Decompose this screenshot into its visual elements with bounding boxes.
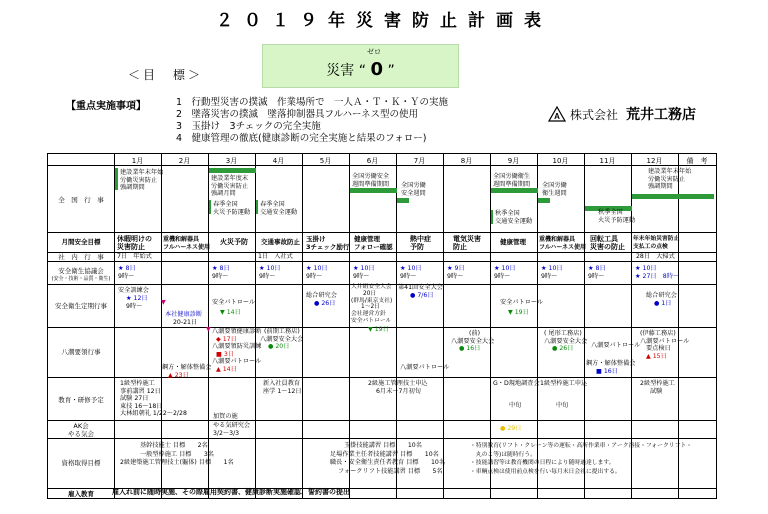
page-title: ２０１９年災害防止計画表 xyxy=(216,11,552,31)
patrol-jan-title: 安全訓練会 xyxy=(118,287,149,294)
council-date: ★ 10日 xyxy=(494,265,516,272)
council-time: 9時〜 xyxy=(306,273,323,280)
monthly-goal: 回転工具 災害の防止 xyxy=(590,235,625,251)
qualification-notes: ・特別教育(リフト・クレーン等の運転・高所作業車・アーク溶接・フォークリフト・ 丸のこ等)は随時行う。 ・技能講習等は教育機関の日程により随時通達します。 ・車輌点検は使用前点検を行い毎月末日会社に提出する。 xyxy=(470,443,692,475)
yashio-oct2: 鋼方・解体整備会 ■ 16日 xyxy=(586,360,636,375)
national-event-jul: 全国労働 安全週間 xyxy=(401,182,426,197)
period-bar xyxy=(350,188,397,193)
company-event-dec: 28日 大掃式 xyxy=(636,253,675,260)
monthly-goal: 火災予防 xyxy=(220,238,248,246)
council-time: 9時〜 xyxy=(259,273,276,280)
remarks-header: 備 考 xyxy=(686,157,708,165)
council-date-extra: ★ 27日 8時〜 xyxy=(635,273,680,280)
svg-text:A: A xyxy=(554,112,560,121)
ak-mar: やる気研究会 3/2〜3/3 xyxy=(213,422,251,437)
council-time: 9時〜 xyxy=(588,273,605,280)
target-ruby: ゼロ xyxy=(367,48,381,56)
council-time: 9時〜 xyxy=(447,273,464,280)
month-header: 10月 xyxy=(552,157,569,165)
council-date: ★ 10日 xyxy=(635,265,657,272)
key-measure-item: 2 墜落災害の撲滅 墜落抑制器具フルハーネス型の使用 xyxy=(176,109,419,120)
patrol-mar: 安全パトロール xyxy=(212,299,256,306)
period-bar xyxy=(115,168,118,190)
national-event-nov: 秋季全国 火災予防運動 xyxy=(598,209,636,224)
target-text xyxy=(263,59,458,80)
council-date: ★ 9日 xyxy=(447,265,465,272)
period-bar xyxy=(209,168,256,173)
target-label: ＜目 標＞ xyxy=(128,68,204,82)
monthly-goal: 熱中症 予防 xyxy=(410,235,431,251)
national-event-dec: 建設業年末年始 労働災害防止 強調期間 xyxy=(648,168,692,190)
ak-sep: ● 29日 xyxy=(500,425,522,432)
yashio-mar: 八潮要領健康診断 ◆ 17日 八潮要領防災訓練 ■ 3日 八潮要パトロール ▲ 14日 xyxy=(212,328,262,373)
period-bar xyxy=(256,200,258,214)
council-date: ★ 8日 xyxy=(118,265,136,272)
monthly-goal: 健康管理 xyxy=(500,238,526,246)
monthly-goal: 重機和解器具 フルハーネス使用 xyxy=(539,236,587,251)
key-measures-label: 【重点実施事項】 xyxy=(66,101,146,112)
education-apr: 新入社員教育 座学 1〜12日 xyxy=(263,380,302,395)
national-event-sep: 全国労働衛生 週間準備期間 xyxy=(493,173,531,188)
yashio-oct: ( 尾形工務店) 八潮要安全大会 ● 26日 xyxy=(544,330,588,352)
national-event-apr: 春季全国 交通安全運動 xyxy=(260,201,298,216)
month-header: 11月 xyxy=(599,157,616,165)
company-event-jan: 7日 年始式 xyxy=(117,253,152,260)
target-box xyxy=(262,44,459,88)
council-time: 9時〜 xyxy=(212,273,229,280)
month-header: 8月 xyxy=(460,157,473,165)
qualification-right: 玉掛技能講習 目標 10名 足場作業主任者技能講習 目標 10名 職長・安全衛生責任者教育 目標 10名 フォークリフト技能講習 目標 5名 xyxy=(330,442,446,475)
company-event-apr: 1日 入社式 xyxy=(258,253,293,260)
period-bar xyxy=(397,198,409,203)
month-header: 5月 xyxy=(319,157,332,165)
month-header: 4月 xyxy=(272,157,285,165)
yashio-aug: (前) 八潮要安全大会 ● 16日 xyxy=(451,330,495,352)
period-bar xyxy=(209,200,211,214)
education-oct: 1級型枠施工申込 中旬 xyxy=(540,380,588,409)
yashio-apr: (前期工務店) 八潮要安全大会 ● 20日 xyxy=(260,328,304,350)
patrol-feb-health-dates: 20-21日 xyxy=(173,319,198,326)
council-date: ★ 10日 xyxy=(259,265,281,272)
council-time: 9時〜 xyxy=(400,273,417,280)
education-nov: 2級型枠施工 試験 xyxy=(640,380,675,395)
target-open-quote: “ xyxy=(358,63,366,79)
monthly-goal: 健康管理 フォロー確認 xyxy=(354,235,393,251)
company-prefix: 株式会社 xyxy=(570,107,619,122)
month-header: 2月 xyxy=(178,157,191,165)
company-name: 荒井工務店 xyxy=(626,107,697,123)
patrol-jun-day: ▼ 19日 xyxy=(368,326,389,333)
council-date: ★ 10日 xyxy=(541,265,563,272)
month-header: 3月 xyxy=(225,157,238,165)
pink-marker-icon: ▼ xyxy=(206,326,211,333)
council-time: 9時〜 xyxy=(118,273,135,280)
patrol-dec-day: ● 1日 xyxy=(654,300,672,307)
target-value: 0 xyxy=(370,59,383,80)
yashio-dec: (伊藤工務店) 八潮要パトロール 要点検日 ▲ 15日 xyxy=(640,330,690,360)
monthly-goal: 年末年始災害防止 支払工の点検 xyxy=(633,236,680,250)
patrol-dec: 総合研究会 xyxy=(646,292,677,299)
council-date: ★ 10日 xyxy=(306,265,328,272)
education-jun: 2級施工管理技士申込 6月末〜7月初旬 xyxy=(368,380,428,395)
row-label-monthly-goal: 月間安全目標 xyxy=(61,238,101,246)
education-sep: G・D現地調査会 中旬 xyxy=(493,380,540,409)
period-bar xyxy=(491,188,538,193)
row-label-council: 安全衛生協議会 xyxy=(58,267,104,275)
monthly-goal: 電気災害 防止 xyxy=(453,235,481,251)
council-time: 9時〜 xyxy=(353,273,370,280)
yashio-feb: 鋼方・解体整備会 ▲ 23日 xyxy=(162,364,212,379)
patrol-may: 総合研究会 xyxy=(306,292,337,299)
council-time: 9時〜 xyxy=(541,273,558,280)
patrol-sep-day: ▼ 19日 xyxy=(508,309,529,316)
council-date: ★ 10日 xyxy=(400,265,422,272)
council-time: 9時〜 xyxy=(494,273,511,280)
key-measure-item: 3 玉掛け 3チェックの完全実施 xyxy=(176,121,321,132)
month-header: 7月 xyxy=(413,157,426,165)
monthly-goal: 交通事故防止 xyxy=(261,238,300,246)
period-bar xyxy=(491,210,493,224)
education-mar: 加賀の施 xyxy=(213,413,238,420)
target-close-quote: ” xyxy=(387,63,395,79)
monthly-goal: 休暇明けの 災害防止 xyxy=(117,235,152,251)
row-label-council-sub: (安全・技術・品質・衛生) xyxy=(51,276,111,282)
schedule-table xyxy=(47,153,717,499)
company xyxy=(548,104,696,124)
key-measure-item: 4 健康管理の徹底(健康診断の完全実施と結果のフォロー) xyxy=(176,133,427,144)
row-label-education: 教育・研修予定 xyxy=(58,396,104,404)
month-header: 9月 xyxy=(507,157,520,165)
national-event-jan: 建設業年末年始 労働災害防止 強調期間 xyxy=(120,169,164,191)
yashio-jul: 八潮要パトロール xyxy=(400,364,450,371)
national-event-sep2: 秋季全国 交通安全運動 xyxy=(495,210,533,225)
month-header: 12月 xyxy=(646,157,663,165)
key-measure-item: 1 行動型災害の撲滅 作業場所で 一人Ａ・Ｔ・Ｋ・Ｙの実施 xyxy=(176,97,449,108)
patrol-sep: 安全パトロール xyxy=(500,299,544,306)
row-label-ak: AK会 xyxy=(73,422,89,430)
qualification-left: 基幹技能士 目標 2名 一般型枠施工 目標 3名 2級建築施工管理技士(軀体) 目標 1名 xyxy=(120,442,234,466)
council-date: ★ 8日 xyxy=(588,265,606,272)
patrol-jun: 大井組安全大会 20日 (群馬/東京支社) 1〜2日 会社運営方針 安全パトロール xyxy=(351,284,393,324)
period-bar xyxy=(538,198,550,203)
row-label-national: 全 国 行 事 xyxy=(58,196,104,204)
national-event-oct: 全国労働 衛生週間 xyxy=(542,182,567,197)
patrol-jul-day: ● 7/6日 xyxy=(410,292,434,299)
patrol-may-day: ● 26日 xyxy=(314,300,336,307)
council-date: ★ 10日 xyxy=(353,265,375,272)
pink-marker-icon: ▼ xyxy=(161,299,166,306)
row-label-company-events: 社 内 行 事 xyxy=(58,253,104,261)
month-header: 1月 xyxy=(131,157,144,165)
month-header: 6月 xyxy=(366,157,379,165)
education-jan: 1級型枠施工 事前講習 12日 試験 27日 東技 16〜18日 大林組朝礼 1/22〜2/28 xyxy=(120,380,187,417)
company-logo-icon xyxy=(548,106,566,122)
patrol-jul: 第41回安全大会 xyxy=(398,284,443,291)
yashio-nov: 八潮要パトロール xyxy=(591,342,641,349)
patrol-feb-health: 本社健康診断 xyxy=(165,311,203,318)
council-date: ★ 8日 xyxy=(212,265,230,272)
national-event-jun: 全国労働安全 週間準備期間 xyxy=(352,173,390,188)
patrol-mar-day: ▼ 14日 xyxy=(220,309,241,316)
target-prefix: 災害 xyxy=(326,63,355,79)
row-label-patrol: 安全衛生定期行事 xyxy=(55,302,107,310)
national-event-mar: 建設業年度末 労働災害防止 強調月間 xyxy=(211,175,249,197)
row-label-entry: 雇入教育 xyxy=(68,490,94,498)
period-bar xyxy=(632,194,714,199)
row-label-qualification: 資格取得目標 xyxy=(61,459,101,467)
national-event-mar2: 春季全国 火災予防運動 xyxy=(213,201,251,216)
row-label-yaru: やる気会 xyxy=(68,430,94,438)
monthly-goal: 玉掛け 3チェック励行 xyxy=(306,235,350,251)
row-label-yashio: 八潮要領行事 xyxy=(61,348,101,356)
monthly-goal: 重機和解器具 フルハーネス使用 xyxy=(163,236,211,251)
patrol-jan-time: 9時〜 xyxy=(126,303,143,310)
patrol-feb-day: ★ 12日 xyxy=(126,295,148,302)
entry-note: 雇入れ前に随時実施、その際雇用契約書、健康診断実施確認、誓約書の提出 xyxy=(112,488,350,496)
